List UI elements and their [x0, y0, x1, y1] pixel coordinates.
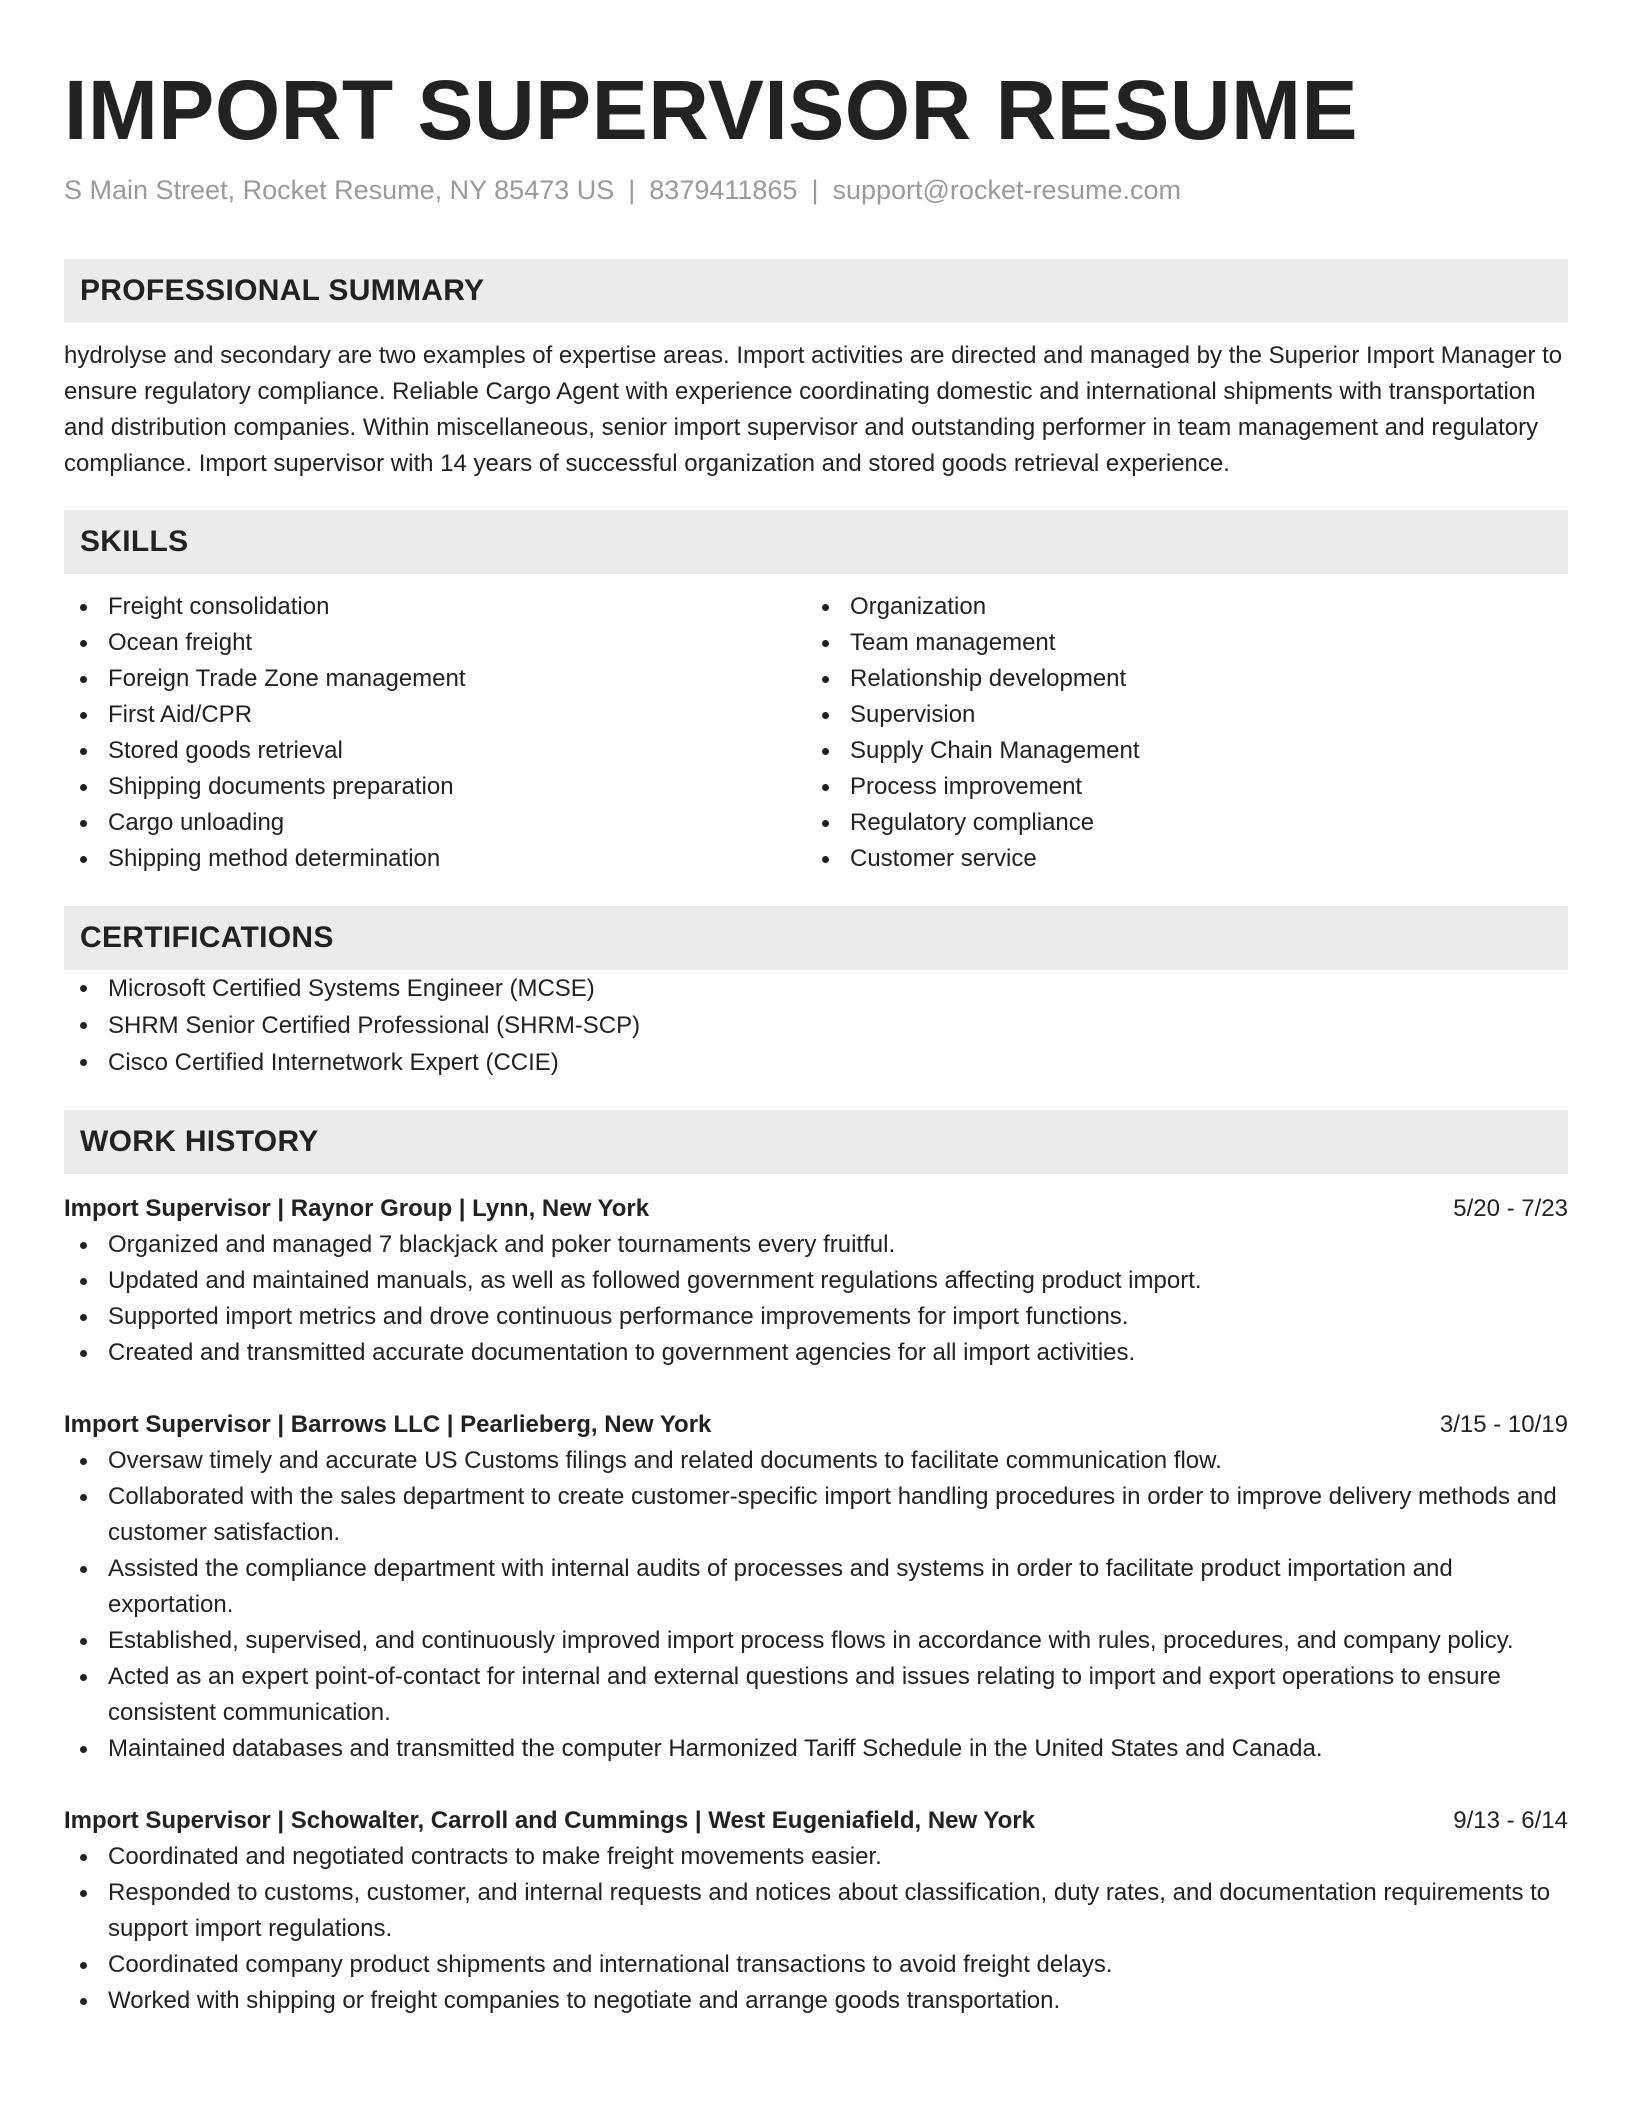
certification-item: SHRM Senior Certified Professional (SHRM-SCP): [64, 1007, 1568, 1044]
section-heading-certifications: CERTIFICATIONS: [64, 906, 1568, 970]
contact-line: [64, 173, 1568, 208]
job-title: Import Supervisor | Raynor Group | Lynn, New York: [64, 1194, 650, 1222]
summary-text: hydrolyse and secondary are two examples of expertise areas. Import activities are directed and managed by the Superior Import Manager to ensure regulatory compliance. Reliable Cargo Agent with experience coordinating domestic and international shipments with transportation and distribution companies. Within miscellaneous, senior import supervisor and outstanding performer in team management and regulatory compliance. Import supervisor with 14 years of successful organization and stored goods retrieval experience.: [64, 341, 1563, 477]
skill-item: Stored goods retrieval: [64, 733, 806, 769]
skill-item: Supply Chain Management: [806, 733, 1548, 769]
job-title: Import Supervisor | Schowalter, Carroll and Cummings | West Eugeniafield, New York: [64, 1806, 1035, 1834]
section-heading-summary: PROFESSIONAL SUMMARY: [64, 259, 1568, 323]
section-heading-skills: SKILLS: [64, 510, 1568, 574]
job-bullet-list: [64, 1443, 1568, 1767]
skill-item: Shipping method determination: [64, 841, 806, 877]
job-bullet-list: [64, 1227, 1568, 1371]
job-dates: 3/15 - 10/19: [1439, 1410, 1568, 1438]
skills-grid: [64, 589, 1568, 877]
job-bullet: Coordinated and negotiated contracts to make freight movements easier.: [64, 1839, 1568, 1875]
skill-item: First Aid/CPR: [64, 697, 806, 733]
skill-item: Freight consolidation: [64, 589, 806, 625]
skill-item: Ocean freight: [64, 625, 806, 661]
job-entry: [64, 1803, 1568, 2019]
skill-item: Regulatory compliance: [806, 805, 1548, 841]
skill-item: Cargo unloading: [64, 805, 806, 841]
skill-item: Process improvement: [806, 769, 1548, 805]
resume-title: IMPORT SUPERVISOR RESUME: [64, 63, 1358, 157]
contact-email: support@rocket-resume.com: [832, 174, 1181, 205]
job-dates: 9/13 - 6/14: [1453, 1806, 1568, 1834]
job-entry: [64, 1407, 1568, 1767]
skill-item: Organization: [806, 589, 1548, 625]
job-entry: [64, 1191, 1568, 1371]
certification-item: Microsoft Certified Systems Engineer (MCSE): [64, 970, 1568, 1007]
section-heading-work-history: WORK HISTORY: [64, 1110, 1568, 1174]
job-bullet: Coordinated company product shipments and international transactions to avoid freight delays.: [64, 1947, 1568, 1983]
job-bullet: Oversaw timely and accurate US Customs filings and related documents to facilitate communication flow.: [64, 1443, 1568, 1479]
contact-separator: |: [811, 174, 819, 205]
job-bullet-list: [64, 1839, 1568, 2019]
job-bullet: Created and transmitted accurate documentation to government agencies for all import activities.: [64, 1335, 1568, 1371]
job-bullet: Supported import metrics and drove continuous performance improvements for import functions.: [64, 1299, 1568, 1335]
job-bullet: Collaborated with the sales department to create customer-specific import handling procedures in order to improve delivery methods and customer satisfaction.: [64, 1479, 1568, 1551]
certification-item: Cisco Certified Internetwork Expert (CCIE): [64, 1044, 1568, 1081]
job-bullet: Organized and managed 7 blackjack and poker tournaments every fruitful.: [64, 1227, 1568, 1263]
skill-item: Relationship development: [806, 661, 1548, 697]
job-bullet: Acted as an expert point-of-contact for internal and external questions and issues relating to import and export operations to ensure consistent communication.: [64, 1659, 1568, 1731]
certifications-list: [64, 970, 1568, 1081]
job-bullet: Worked with shipping or freight companies to negotiate and arrange goods transportation.: [64, 1983, 1568, 2019]
skill-item: Shipping documents preparation: [64, 769, 806, 805]
skills-list-left: [64, 589, 806, 877]
job-bullet: Assisted the compliance department with internal audits of processes and systems in order to facilitate product importation and exportation.: [64, 1551, 1568, 1623]
job-bullet: Established, supervised, and continuously improved import process flows in accordance with rules, procedures, and company policy.: [64, 1623, 1568, 1659]
job-bullet: Updated and maintained manuals, as well as followed government regulations affecting product import.: [64, 1263, 1568, 1299]
job-bullet: Responded to customs, customer, and internal requests and notices about classification, duty rates, and documentation requirements to support import regulations.: [64, 1875, 1568, 1947]
job-header: [64, 1191, 1568, 1227]
job-header: [64, 1407, 1568, 1443]
contact-address: S Main Street, Rocket Resume, NY 85473 US: [64, 174, 615, 205]
job-title: Import Supervisor | Barrows LLC | Pearlieberg, New York: [64, 1410, 712, 1438]
contact-separator: |: [628, 174, 636, 205]
skills-list-right: [806, 589, 1548, 877]
skill-item: Supervision: [806, 697, 1548, 733]
job-dates: 5/20 - 7/23: [1453, 1194, 1568, 1222]
job-bullet: Maintained databases and transmitted the computer Harmonized Tariff Schedule in the United States and Canada.: [64, 1731, 1568, 1767]
job-header: [64, 1803, 1568, 1839]
skill-item: Foreign Trade Zone management: [64, 661, 806, 697]
skill-item: Team management: [806, 625, 1548, 661]
skill-item: Customer service: [806, 841, 1548, 877]
contact-phone: 8379411865: [649, 174, 798, 205]
